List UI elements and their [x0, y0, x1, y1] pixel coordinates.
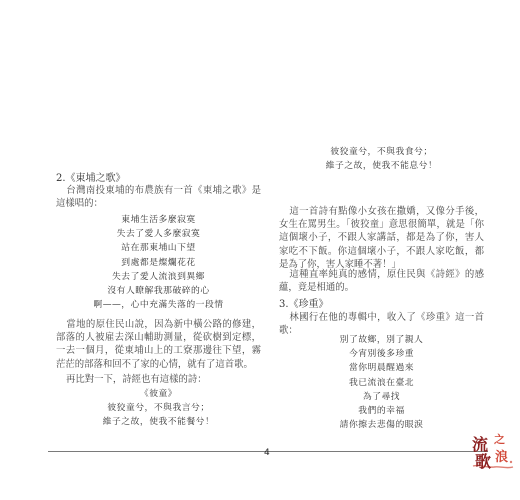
- poem-line: 今宵別後多珍重: [348, 349, 415, 360]
- poem-line: 彼狡童兮，不與我食兮；: [330, 147, 433, 157]
- poem-line: 為了尋找: [362, 391, 401, 402]
- poem-title: 《彼童》: [139, 389, 178, 399]
- page-number: 4: [264, 448, 270, 458]
- section-2-intro: 台灣南投東埔的布農族有一首《東埔之歌》是這樣唱的：: [56, 185, 261, 210]
- poem-line: 到處都是燦爛花花: [121, 257, 196, 268]
- book-logo: [470, 431, 516, 471]
- section-2-heading: 2.《東埔之歌》: [56, 173, 126, 184]
- poem-line: 我們的幸福: [358, 406, 405, 417]
- poem-line: 東埔生活多麼寂寞: [121, 215, 196, 225]
- poem-line: 失去了愛人多麼寂寞: [116, 229, 201, 240]
- poem-line: 彼狡童兮，不與我言兮；: [107, 403, 210, 414]
- poem-line: 啊——，心中充滿失落的一段情: [93, 300, 224, 311]
- poem-line: 維子之故，使我不能餐兮！: [102, 417, 215, 428]
- logo-char: 浪: [495, 450, 509, 465]
- logo-char: 流: [472, 435, 489, 454]
- section-3-intro: 林國行在他的專輯中，收入了《珍重》這一首歌：: [279, 312, 484, 337]
- east-puli-song-poem: [56, 213, 261, 312]
- poem-line: 別了故鄉，別了親人: [339, 335, 424, 345]
- poem-line: 失去了愛人流浪到異鄉: [112, 271, 205, 282]
- section-2-paragraph-2: 再比對一下，詩經也有這樣的詩：: [66, 374, 207, 385]
- bi-tong-poem: [56, 387, 261, 430]
- section-2-paragraph-1: 當地的原住民山說，因為新中橫公路的修建，部落的人被雇去深山輔助測量，從砍樹到定標，一去一個月，從東埔山上的工寮那邊往下望，霧茫茫的部落和回不了家的心情，就有了這首歌。: [56, 319, 261, 370]
- poem-line: 請你擦去悲傷的眼淚: [339, 420, 424, 431]
- poem-line: 維子之故，使我不能息兮！: [325, 161, 438, 172]
- logo-char: 之: [494, 433, 505, 446]
- zhen-zhong-poem: [279, 333, 484, 432]
- poem-line: 站在那東埔山下望: [121, 243, 196, 254]
- right-paragraph-1: 這一首詩有點像小女孩在撒嬌，又像分手後，女生在罵男生。「彼狡童」意思很簡單，就是「你這個壞小子，不跟人家講話，都是為了你，害人家吃不下飯。你這個壞小子，不跟人家吃飯，都是為了你，害人家睡不著！」: [279, 206, 484, 270]
- poem-line: 當你明晨醒過來: [348, 363, 415, 374]
- poem-line: 我已流浪在臺北: [348, 377, 415, 388]
- poem-line: 沒有人瞭解我那破碎的心: [107, 286, 210, 297]
- right-paragraph-2: 這種直率純真的感情，原住民與《詩經》的感蘊，竟是相通的。: [279, 269, 484, 294]
- bi-tong-poem-continued: [279, 145, 484, 173]
- logo-char: 歌: [475, 452, 492, 471]
- section-3-heading: 3.《珍重》: [279, 299, 329, 310]
